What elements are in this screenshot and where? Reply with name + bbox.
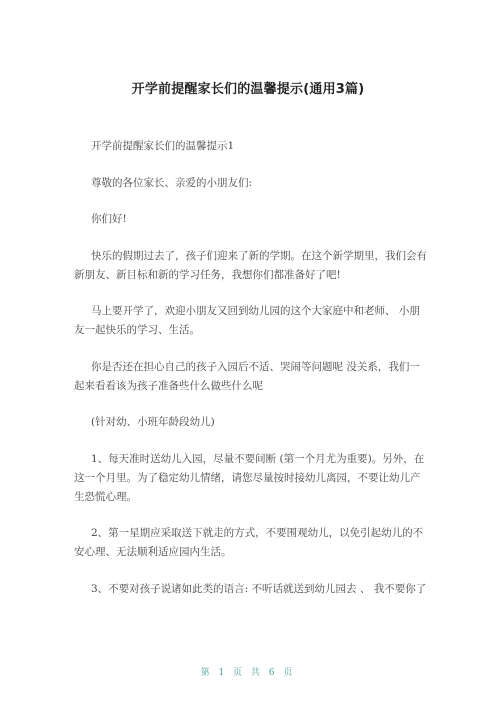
paragraph: 快乐的假期过去了，孩子们迎来了新的学期。在这个新学期里，我们会有新朋友、新目标和新的学习任务，我想你们都准备好了吧! (74, 249, 427, 281)
paragraph: (针对幼、小班年龄段幼儿) (91, 416, 215, 428)
list-item: 2、第一星期应采取送下就走的方式，不要围观幼儿，以免引起幼儿的不安心理、无法顺利适应园内生活。 (74, 527, 424, 558)
document-title: 开学前提醒家长们的温馨提示(通用3篇) (131, 82, 365, 97)
list-item: 1、每天准时送幼儿入园，尽量不要间断 (第一个月尤为重要)。另外，在这一个月里。为了稳定幼儿情绪，请您尽量按时接幼儿离园，不要让幼儿产生恐慌心理。 (74, 452, 425, 503)
paragraph: 马上要开学了，欢迎小朋友又回到幼儿园的这个大家庭中和老师、 小朋友一起快乐的学习、生活。 (74, 305, 420, 336)
paragraph: 你是否还在担心自己的孩子入园后不适、哭闹等问题呢 没关系，我们一起来看看该为孩子准备些什么做些什么呢 (74, 360, 420, 392)
list-item: 3、不要对孩子说诸如此类的语言: 不听话就送到幼儿园去 、 我不要你了 (91, 582, 427, 595)
page-footer: 第 1 页 共 6 页 (200, 668, 296, 678)
greeting: 你们好! (91, 213, 127, 225)
section-heading: 开学前提醒家长们的温馨提示1 (91, 140, 235, 152)
document-body (74, 137, 428, 616)
salutation: 尊敬的各位家长、亲爱的小朋友们: (91, 176, 253, 189)
